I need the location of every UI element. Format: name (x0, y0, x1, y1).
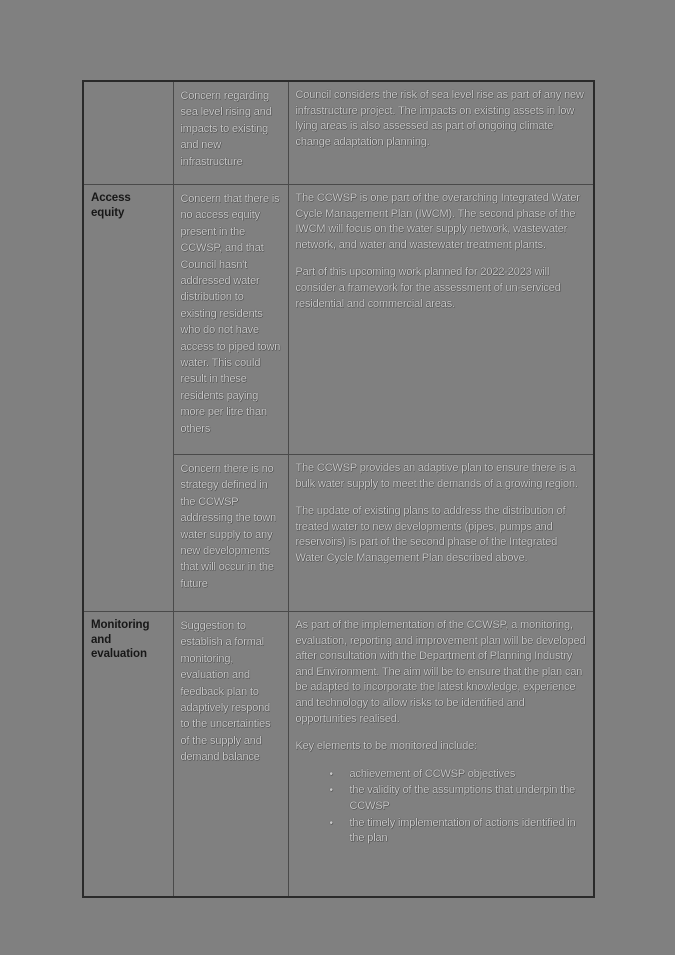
response-text (296, 618, 587, 847)
table-row (83, 612, 594, 898)
concern-cell (173, 455, 288, 612)
consultation-response-table (82, 80, 595, 898)
response-intro: Key elements to be monitored include: (295, 740, 478, 753)
list-item (330, 783, 587, 814)
category-label: Monitoring and evaluation (91, 619, 150, 660)
concern-text: Suggestion to establish a formal monitoring, evaluation and feedback plan to adaptively respond to the uncertainties of the supply and demand balance (180, 620, 271, 764)
response-paragraph: Council considers the risk of sea level rise as part of any new infrastructure project. The impacts on existing assets in low lying areas is also assessed as part of ongoing climate change adaptation planning. (295, 89, 584, 148)
response-cell (288, 185, 594, 455)
response-cell (288, 455, 594, 612)
list-item-label: achievement of CCWSP objectives (349, 767, 516, 780)
response-cell (288, 81, 594, 185)
response-paragraph: Part of this upcoming work planned for 2022-2023 will consider a framework for the assessment of un-serviced residential and commercial areas. (295, 266, 561, 310)
list-item (330, 767, 587, 783)
concern-text: Concern regarding sea level rising and impacts to existing and new infrastructure (180, 90, 272, 168)
concern-text: Concern there is no strategy defined in the CCWSP addressing the town water supply to any new developments that will occur in the future (180, 463, 277, 590)
response-text (296, 461, 587, 567)
category-label: Access equity (91, 192, 131, 219)
category-cell-access-equity (83, 185, 173, 612)
bullet-icon: • (329, 768, 333, 780)
response-paragraph: As part of the implementation of the CCWSP, a monitoring, evaluation, reporting and improvement plan will be developed after consultation with the Department of Planning Industry and Environment. The aim will be to ensure that the plan can be adapted to incorporate the latest knowledge, experience and technology to allow risks to be identified and opportunities realised. (295, 619, 586, 725)
response-paragraph: The update of existing plans to address the distribution of treated water to new developments (pipes, pumps and reservoirs) is part of the second phase of the Integrated Water Cycle Management Plan described above. (295, 505, 566, 564)
concern-cell (173, 185, 288, 455)
category-cell-monitoring (83, 612, 173, 898)
list-item-label: the validity of the assumptions that underpin the CCWSP (349, 784, 576, 812)
concern-cell (173, 81, 288, 185)
response-text (296, 88, 587, 150)
response-text (296, 191, 587, 312)
table-row (83, 185, 594, 455)
bullet-icon: • (329, 785, 333, 797)
bullet-icon: • (329, 817, 333, 829)
concern-text: Concern that there is no access equity present in the CCWSP, and that Council hasn't addressed water distribution to existing residents who do not have access to piped town water. This could result in these residents paying more per litre than others (180, 193, 281, 435)
response-cell (288, 612, 594, 898)
table-row (83, 81, 594, 185)
category-cell (83, 81, 173, 185)
monitored-elements-list (296, 767, 587, 847)
list-item (330, 816, 587, 847)
concern-cell (173, 612, 288, 898)
list-item-label: the timely implementation of actions identified in the plan (349, 816, 576, 845)
response-paragraph: The CCWSP is one part of the overarching Integrated Water Cycle Management Plan (IWCM). The second phase of the IWCM will focus on the water supply network, wastewater network, and water and wastewater treatment plants. (295, 192, 580, 251)
response-paragraph: The CCWSP provides an adaptive plan to ensure there is a bulk water supply to meet the demands of a growing region. (295, 462, 578, 490)
